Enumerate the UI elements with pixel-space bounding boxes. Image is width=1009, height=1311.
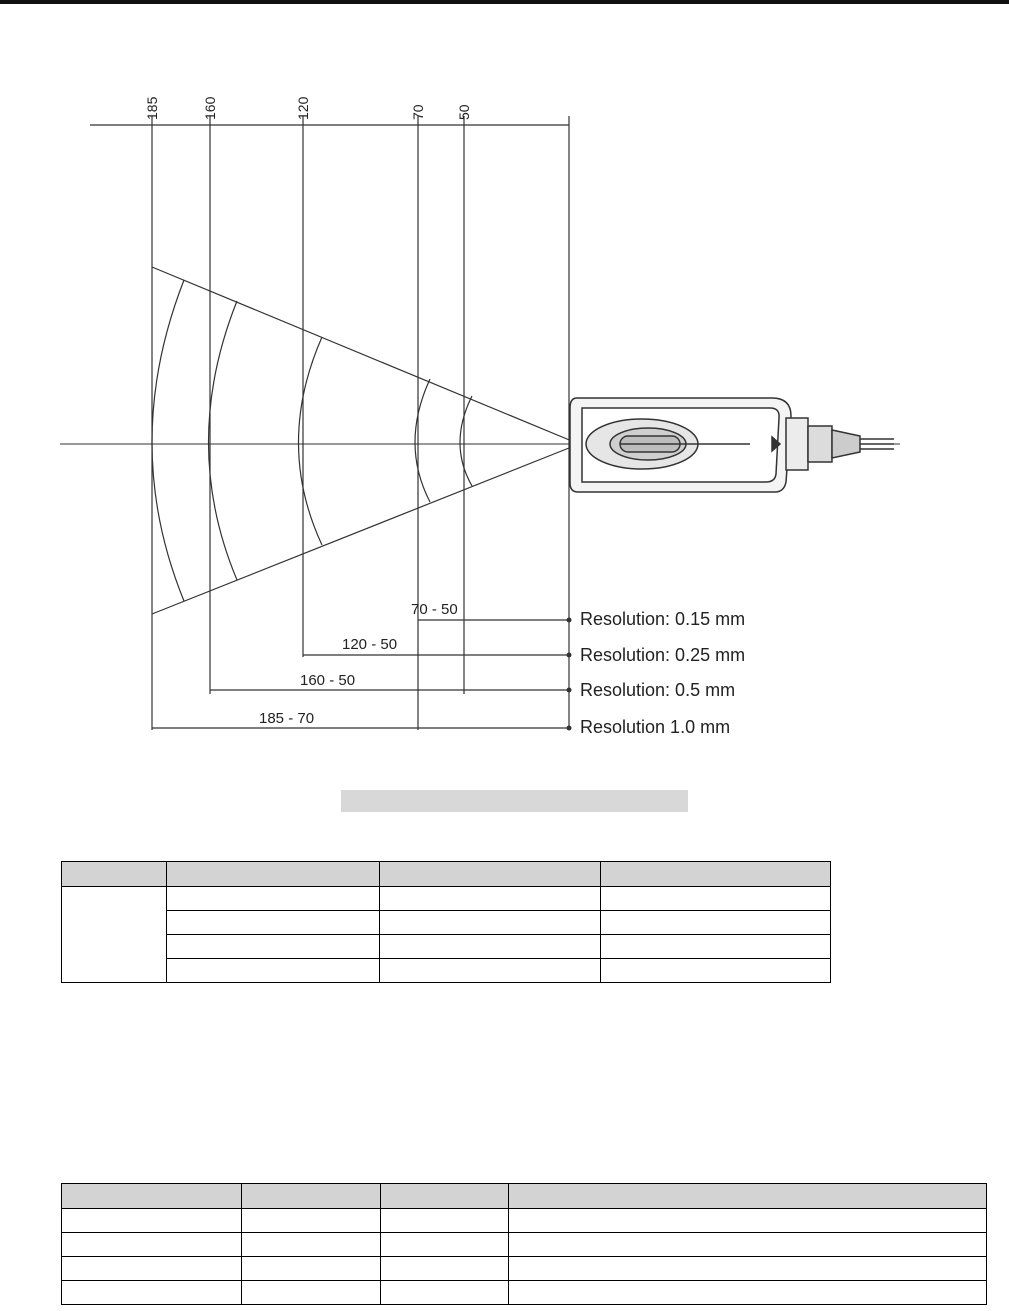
table-row (62, 887, 831, 911)
range-label-120-50: 120 - 50 (342, 636, 398, 653)
table-cell (380, 935, 601, 959)
table-cell (242, 1257, 381, 1281)
distance-label-50: 50 (456, 104, 472, 120)
table-group-cell (62, 887, 167, 983)
table-row (62, 1209, 987, 1233)
arc-185 (152, 280, 184, 601)
table-cell (167, 911, 380, 935)
arc-70 (415, 379, 430, 502)
table-cell (62, 1209, 242, 1233)
table-cell (380, 911, 601, 935)
table-row (62, 1233, 987, 1257)
table-cell (509, 1281, 987, 1305)
resolution-marker (567, 688, 572, 693)
table-cell (167, 887, 380, 911)
table-cell (62, 1257, 242, 1281)
table-row (62, 935, 831, 959)
reading-range-diagram (60, 78, 900, 790)
resolution-label-10: Resolution 1.0 mm (580, 717, 731, 737)
table-header-cell (62, 1184, 242, 1209)
table-header-cell (167, 862, 380, 887)
distance-label-70: 70 (410, 104, 426, 120)
distance-label-160: 160 (202, 96, 218, 120)
table-header-cell (62, 862, 167, 887)
table-header-row (62, 862, 831, 887)
table-header-cell (380, 862, 601, 887)
scanner-device-icon (570, 398, 894, 492)
figure-caption (341, 790, 688, 812)
table-cell (62, 1233, 242, 1257)
resolution-label-05: Resolution: 0.5 mm (580, 680, 736, 700)
distance-label-120: 120 (295, 96, 311, 120)
table-cell (242, 1281, 381, 1305)
resolution-marker (567, 618, 572, 623)
table-header-row (62, 1184, 987, 1209)
table-cell (509, 1233, 987, 1257)
table-row (62, 911, 831, 935)
table-row (62, 1281, 987, 1305)
table-cell (167, 959, 380, 983)
resolution-marker (567, 653, 572, 658)
table-cell (381, 1257, 509, 1281)
range-label-185-70: 185 - 70 (259, 710, 315, 727)
arc-120 (299, 337, 323, 545)
table-cell (380, 887, 601, 911)
distance-label-185: 185 (144, 96, 160, 120)
table-cell (381, 1281, 509, 1305)
resolution-label-025: Resolution: 0.25 mm (580, 645, 746, 665)
table-row (62, 1257, 987, 1281)
page-top-rule (0, 0, 1009, 4)
resolution-label-015: Resolution: 0.15 mm (580, 609, 746, 629)
table-header-cell (242, 1184, 381, 1209)
table-cell (509, 1257, 987, 1281)
table-cell (601, 887, 831, 911)
table-cell (167, 935, 380, 959)
table-cell (62, 1281, 242, 1305)
table-cell (242, 1209, 381, 1233)
table-header-cell (601, 862, 831, 887)
table-header-cell (381, 1184, 509, 1209)
beam-upper-edge (152, 267, 579, 444)
table-cell (601, 911, 831, 935)
table-cell (242, 1233, 381, 1257)
table-cell (380, 959, 601, 983)
beam-lower-edge (152, 444, 579, 614)
table-cell (601, 935, 831, 959)
resolution-marker (567, 726, 572, 731)
table-cell (601, 959, 831, 983)
table-header-cell (509, 1184, 987, 1209)
resolution-table (61, 861, 831, 983)
range-label-70-50: 70 - 50 (411, 601, 458, 618)
arc-50 (460, 396, 472, 486)
table-row (62, 959, 831, 983)
arc-160 (209, 301, 238, 580)
range-label-160-50: 160 - 50 (300, 672, 356, 689)
table-cell (509, 1209, 987, 1233)
specification-table (61, 1183, 987, 1305)
table-cell (381, 1233, 509, 1257)
table-cell (381, 1209, 509, 1233)
